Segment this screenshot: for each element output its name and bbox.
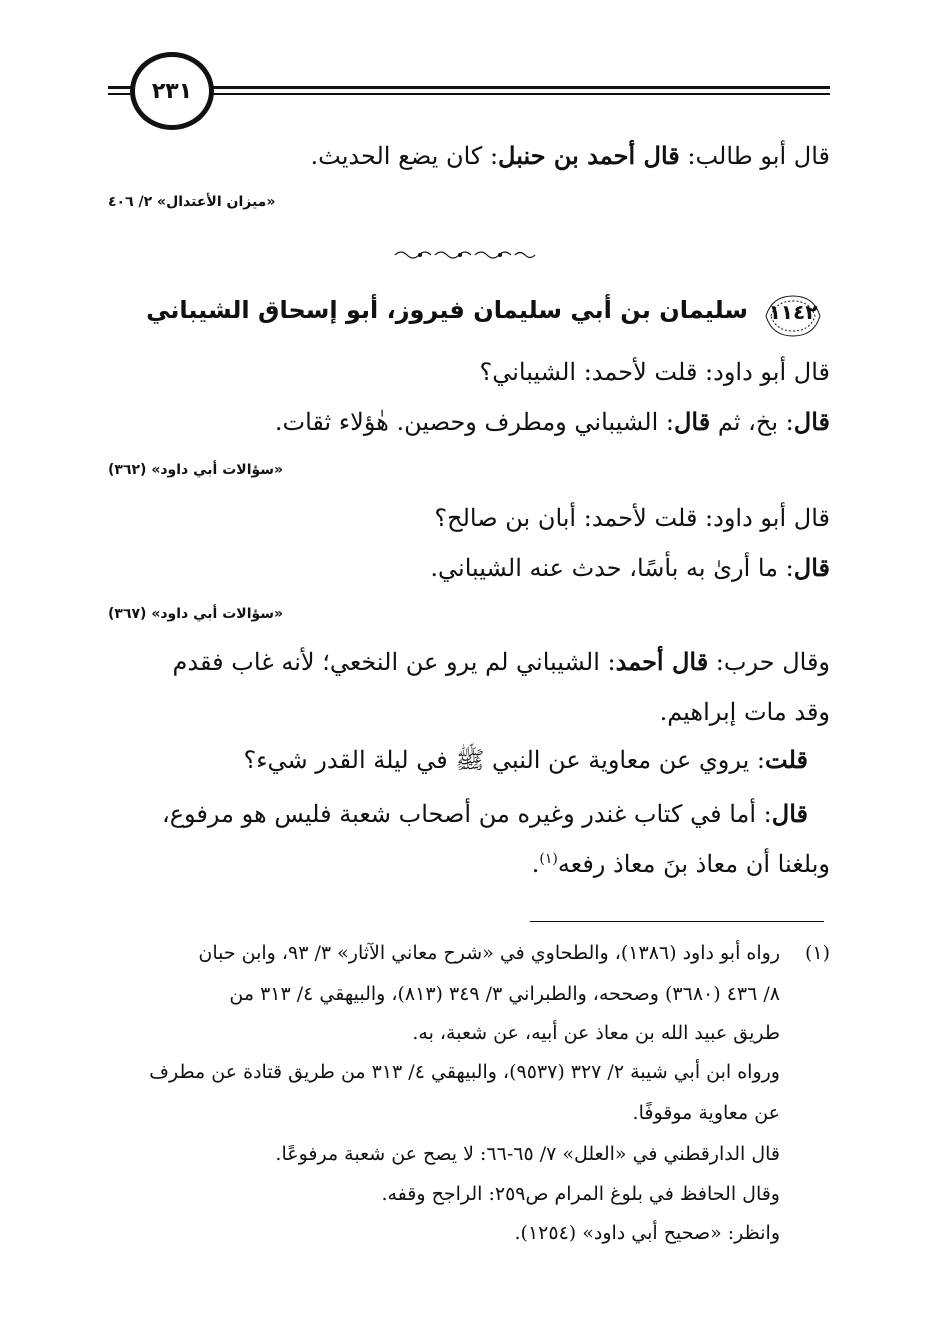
entry-line-6: قلت: يروي عن معاوية عن النبي ﷺ في ليلة القدر شيء؟ [243, 745, 808, 774]
footnote-line-8: وانظر: «صحيح أبي داود» (١٢٥٤). [514, 1222, 780, 1244]
entry-number [758, 292, 828, 340]
footnote-line-6: قال الدارقطني في «العلل» ٧/ ٦٥-٦٦: لا يصح عن شعبة مرفوعًا. [275, 1143, 780, 1165]
header-rule-top [108, 86, 830, 89]
entry-title: سليمان بن أبي سليمان فيروز، أبو إسحاق الشيباني [146, 296, 748, 324]
footnote-line-3: طريق عبيد الله بن معاذ عن أبيه، عن شعبة، به. [412, 1022, 780, 1044]
entry-number-text: ١١٤٢ [768, 300, 818, 324]
entry-line-2: قال: بخ، ثم قال: الشيباني ومطرف وحصين. هٰؤلاء ثقات. [274, 407, 830, 436]
footnote-line-4: ورواه ابن أبي شيبة ٢/ ٣٢٧ (٩٥٣٧)، والبيهقي ٤/ ٣١٣ من طريق قتادة عن مطرف [149, 1061, 780, 1083]
entry-source-2: «سؤالات أبي داود» (٣٦٧) [108, 606, 284, 622]
footnote-line-2: ٨/ ٤٣٦ (٣٦٨٠) وصححه، والطبراني ٣/ ٣٤٩ (٨١٣)، والبيهقي ٤/ ٣١٣ من [229, 983, 780, 1005]
intro-bold: قال أحمد بن حنبل [498, 141, 680, 170]
footnote-ref[interactable]: (١) [539, 851, 558, 867]
intro-rest: : كان يضع الحديث. [310, 142, 499, 170]
entry-line-4: قال: ما أرىٰ به بأسًا، حدث عنه الشيباني. [430, 553, 830, 582]
footnote-marker: (١) [804, 942, 830, 964]
footnote-line-1: رواه أبو داود (١٣٨٦)، والطحاوي في «شرح معاني الآثار» ٣/ ٩٣، وابن حبان [198, 942, 780, 964]
intro-source: «ميزان الأعتدال» ٢/ ٤٠٦ [108, 194, 276, 210]
page-number-text: ٢٣١ [151, 78, 193, 104]
page-number [130, 52, 214, 130]
footnote-line-7: وقال الحافظ في بلوغ المرام ص٢٥٩: الراجح وقفه. [381, 1183, 780, 1205]
intro-prefix: قال أبو طالب: [679, 142, 830, 170]
entry-source-1: «سؤالات أبي داود» (٣٦٢) [108, 462, 284, 478]
entry-line-1: قال أبو داود: قلت لأحمد: الشيباني؟ [479, 358, 830, 386]
ornament-divider [390, 248, 540, 262]
entry-line-5b: وقد مات إبراهيم. [659, 698, 830, 726]
entry-line-5: وقال حرب: قال أحمد: الشيباني لم يرو عن النخعي؛ لأنه غاب فقدم [172, 647, 830, 676]
entry-line-3: قال أبو داود: قلت لأحمد: أبان بن صالح؟ [434, 504, 830, 532]
entry-line-7b: وبلغنا أن معاذ بنَ معاذ رفعه$^{(١)}$. [531, 850, 830, 878]
footnote-rule [530, 921, 824, 922]
header-rule-bottom [108, 93, 830, 95]
footnote-line-5: عن معاوية موقوفًا. [632, 1102, 780, 1124]
entry-line-7: قال: أما في كتاب غندر وغيره من أصحاب شعبة فليس هو مرفوع، [161, 799, 808, 828]
intro-line [108, 142, 830, 171]
